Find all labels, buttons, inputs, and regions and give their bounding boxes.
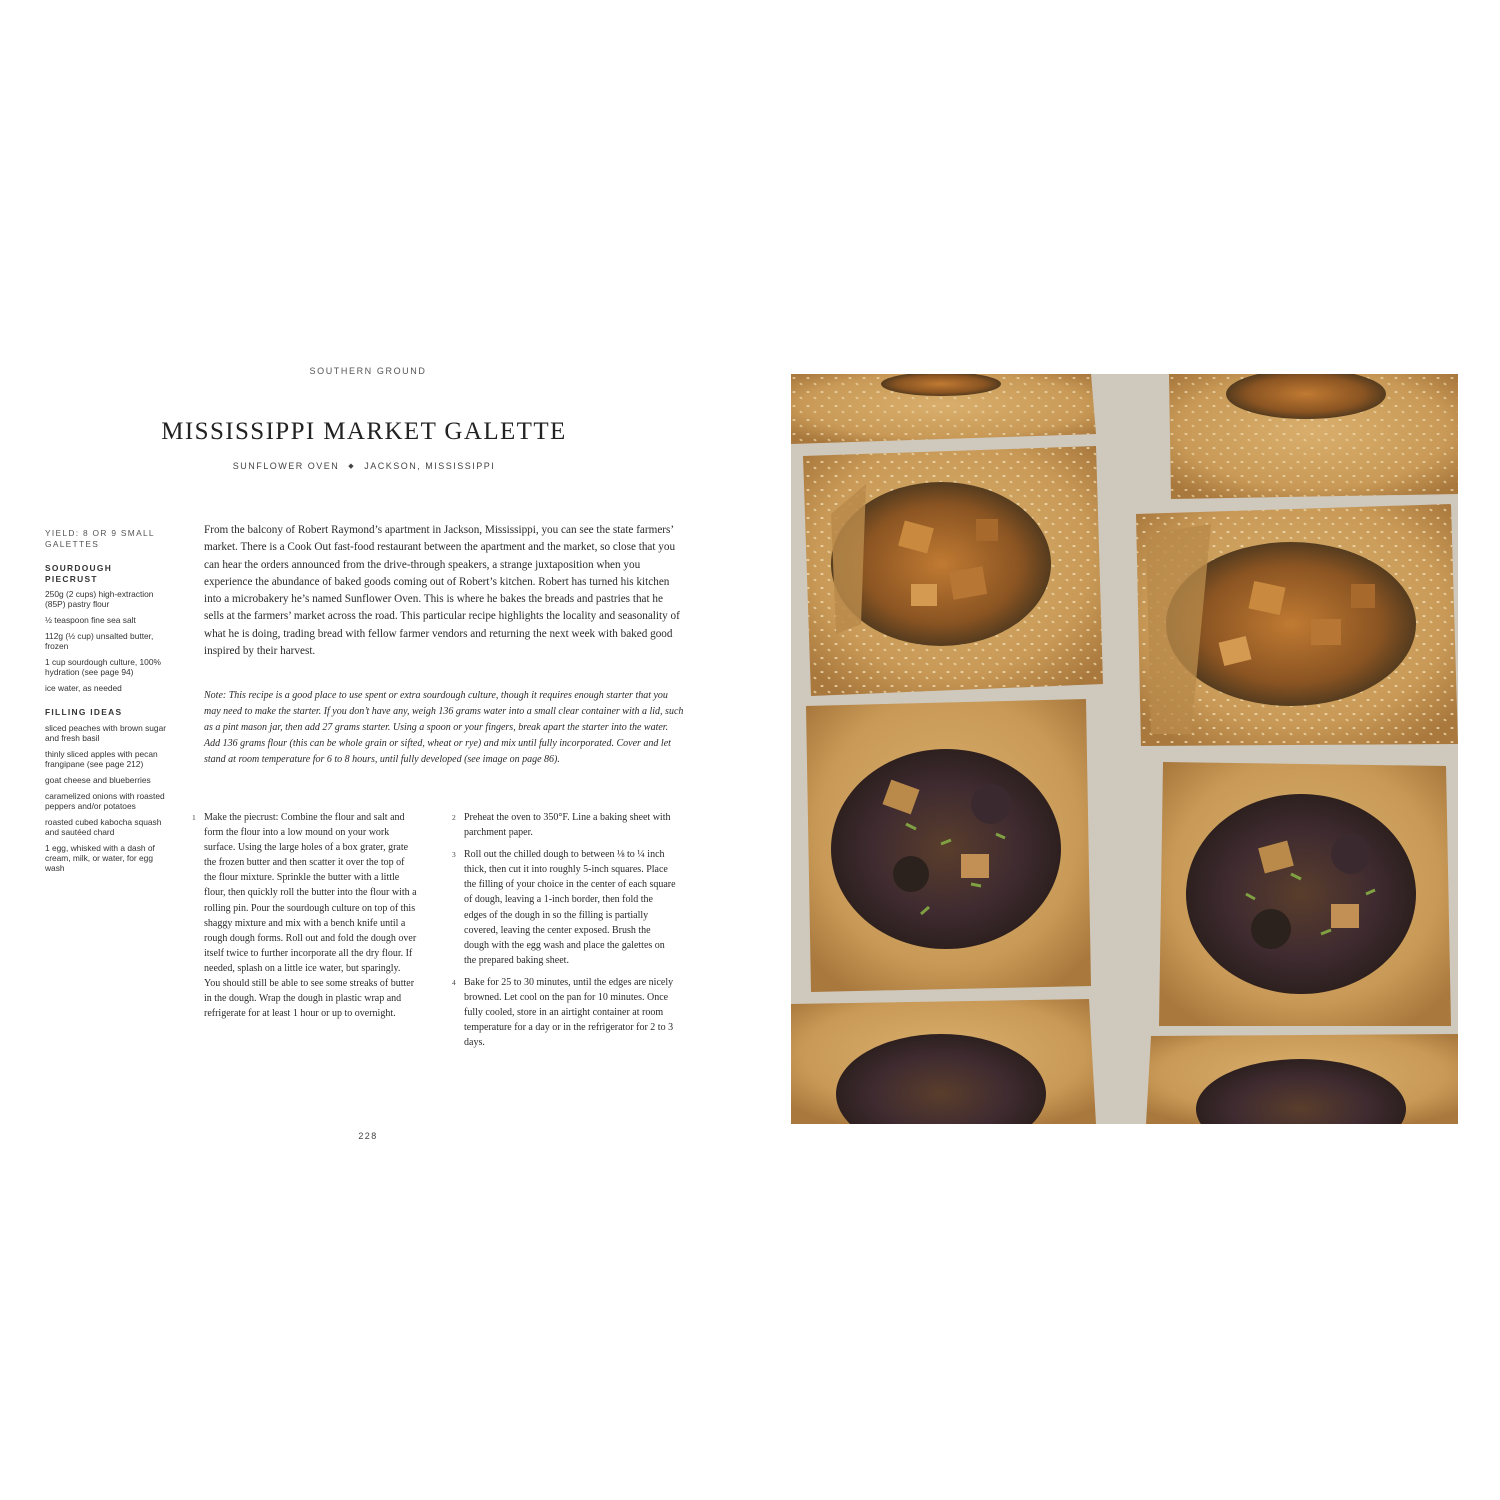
- step-number: 1: [192, 813, 196, 822]
- galette-lower-left: [806, 699, 1091, 992]
- location: JACKSON, MISSISSIPPI: [364, 461, 496, 471]
- galette-lower-right: [1159, 762, 1451, 1026]
- galette-bottom-right: [1146, 1034, 1458, 1124]
- galette-top-right: [1169, 374, 1458, 499]
- galettes-illustration: [791, 374, 1458, 1124]
- step-text: Roll out the chilled dough to between ⅛ to ¼ inch thick, then cut it into roughly 5-inch squares. Place the filling of your choice in the center of each square of dough, leaving a 1-inch border, then fold the edges of the dough in so the filling is partially covered, leaving the center exposed. Brush the dough with the egg wash and place the galettes on the prepared baking sheet.: [464, 849, 676, 966]
- steps-column-1: [192, 810, 417, 1028]
- filling-item: sliced peaches with brown sugar and fresh basil: [45, 722, 167, 743]
- step-text: Bake for 25 to 30 minutes, until the edges are nicely browned. Let cool on the pan for 10 minutes. Once fully cooled, store in an airtight container at room temperature for a day or in the refrigerator for 2 to 3 days.: [464, 976, 674, 1049]
- galette-top-left: [791, 374, 1096, 444]
- step-number: 4: [452, 977, 456, 987]
- page-number: 228: [358, 1131, 378, 1141]
- ingredient-item: 112g (½ cup) unsalted butter, frozen: [45, 631, 154, 651]
- step-text: Make the piecrust: Combine the flour and salt and form the flour into a low mound on your work surface. Using the large holes of a box grater, grate the frozen butter and then scatter it over the top of the flour mixture. Sprinkle the butter with a little flour, then quickly roll the butter into the flour with a rolling pin. Pour the sourdough culture on top of this shaggy mixture and mix with a bench knife until a rough dough forms. Roll out and fold the dough over itself twice to further incorporate all the dry flour. If needed, splash on a little ice water, but sparingly. You should still be able to see some streaks of butter in the dough. Wrap the dough in plastic wrap and refrigerate for at least 1 hour or up to overnight.: [204, 812, 417, 1020]
- starter-note: Note: This recipe is a good place to use spent or extra sourdough culture, though it requires enough starter that you may need to make the starter. If you don’t have any, weigh 136 grams water into a small clear container with a lid, such as a pint mason jar, then add 27 grams starter. Using a spoon or your fingers, break apart the starter into the water. Add 136 grams flour (this can be whole grain or sifted, wheat or rye) and mix until fully incorporated. Cover and let stand at room temperature for 6 to 8 hours, until fully developed (see image on page 86).: [204, 690, 684, 766]
- ingredients-sidebar: [45, 528, 167, 879]
- filling-item: goat cheese and blueberries: [45, 774, 151, 785]
- recipe-subtitle: [0, 461, 728, 471]
- step-item: [452, 975, 677, 1050]
- galette-middle-right: [1136, 504, 1458, 746]
- piecrust-heading: SOURDOUGH PIECRUST: [45, 563, 113, 584]
- steps-column-2: [452, 810, 677, 1057]
- ingredient-item: ice water, as needed: [45, 683, 122, 693]
- step-item: [452, 810, 677, 840]
- bakery-name: SUNFLOWER OVEN: [232, 461, 340, 471]
- ingredient-item: ½ teaspoon fine sea salt: [45, 615, 136, 625]
- ingredient-item: 1 cup sourdough culture, 100% hydration (see page 94): [45, 657, 161, 677]
- step-item: [452, 847, 677, 968]
- filling-item: roasted cubed kabocha squash and sautéed chard: [45, 816, 162, 837]
- intro-paragraph: From the balcony of Robert Raymond’s apartment in Jackson, Mississippi, you can see the state farmers’ market. There is a Cook Out fast-food restaurant between the apartment and the market, so close that you can hear the orders announced from the drive-through speakers, a strange juxtaposition when you experience the abundance of baked goods coming out of Robert’s kitchen. Robert has turned his kitchen into a microbakery he’s named Sunflower Oven. This is where he bakes the breads and pastries that he sells at the farmers’ market across the road. This particular recipe highlights the locality and seasonality of what he is doing, trading bread with fellow farmer vendors and returning the next week with baked good inspired by their harvest.: [204, 524, 680, 658]
- step-item: [192, 810, 417, 1021]
- galettes-photo: [791, 374, 1458, 1124]
- piecrust-group: [45, 563, 167, 693]
- ingredient-item: 250g (2 cups) high-extraction (85P) pastry flour: [45, 589, 154, 609]
- filling-item: thinly sliced apples with pecan frangipane (see page 212): [45, 748, 158, 769]
- step-text: Preheat the oven to 350°F. Line a baking sheet with parchment paper.: [464, 812, 671, 839]
- step-number: 2: [452, 813, 456, 822]
- diamond-separator-icon: ◆: [348, 463, 356, 470]
- recipe-title: MISSISSIPPI MARKET GALETTE: [161, 418, 567, 445]
- step-number: 3: [452, 850, 456, 860]
- section-label: SOUTHERN GROUND: [309, 366, 427, 376]
- yield: YIELD: 8 OR 9 SMALL GALETTES: [45, 528, 155, 549]
- filling-group: [45, 707, 167, 873]
- filling-heading: FILLING IDEAS: [45, 707, 123, 717]
- galette-middle-left: [803, 446, 1103, 696]
- filling-item: caramelized onions with roasted peppers and/or potatoes: [45, 790, 165, 811]
- filling-item: 1 egg, whisked with a dash of cream, milk, or water, for egg wash: [45, 842, 155, 873]
- galette-bottom-left: [791, 999, 1096, 1124]
